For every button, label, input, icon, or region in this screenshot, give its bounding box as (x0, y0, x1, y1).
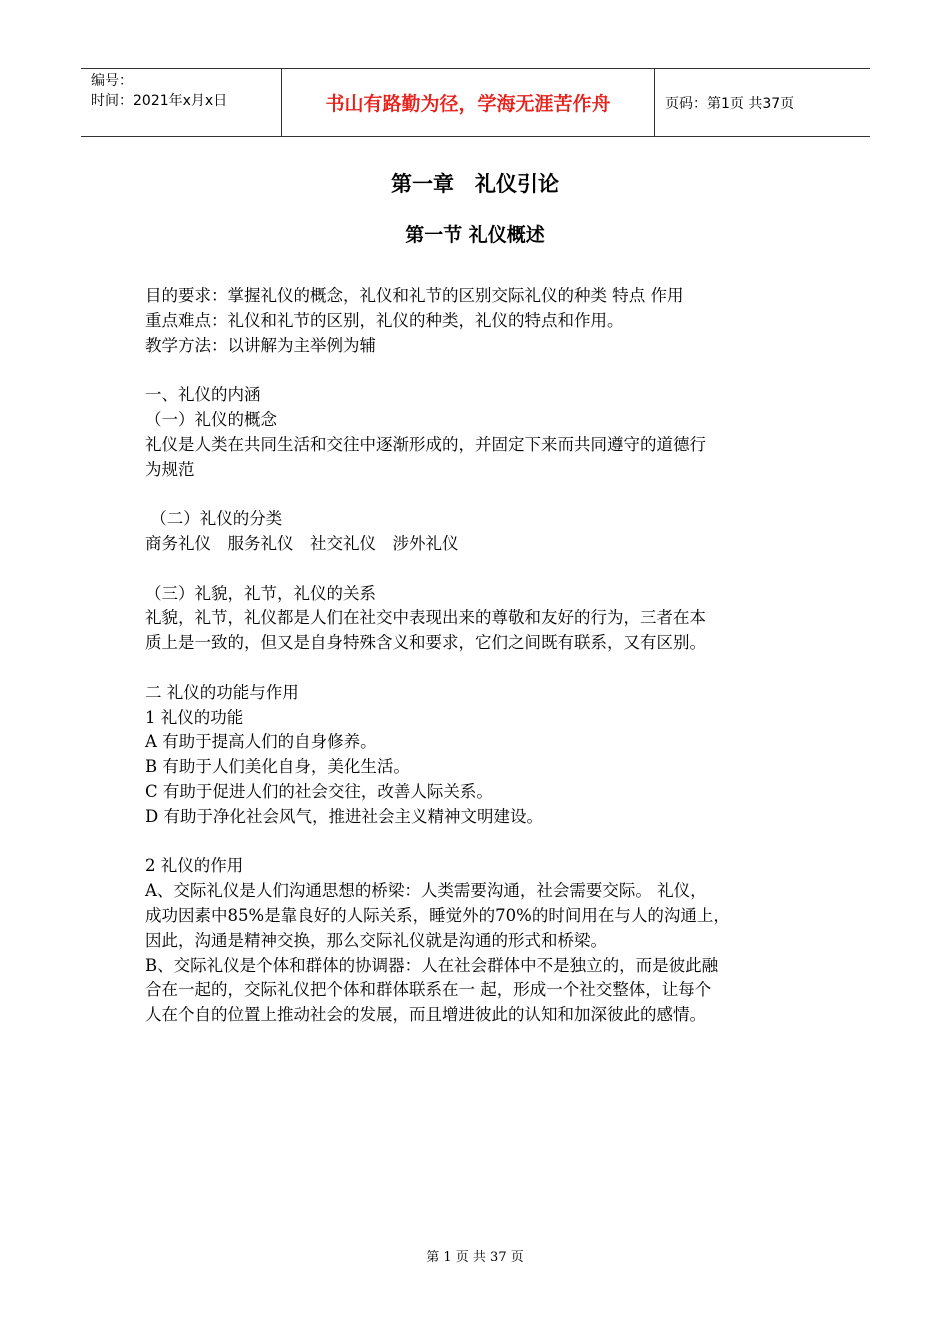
chapter-title: 第一章 礼仪引论 (391, 172, 559, 196)
text-line: 礼仪是人类在共同生活和交往中逐渐形成的，并固定下来而共同遵守的道德行 (145, 434, 706, 454)
page-footer: 第 1 页 共 37 页 (426, 1250, 524, 1265)
text-line: 因此，沟通是精神交换，那么交际礼仪就是沟通的形式和桥梁。 (145, 930, 607, 950)
text-line: 教学方法：以讲解为主举例为辅 (145, 335, 376, 355)
text-line: 质上是一致的，但又是自身特殊含义和要求，它们之间既有联系，又有区别。 (145, 633, 706, 653)
text-line: 礼貌，礼节，礼仪都是人们在社交中表现出来的尊敬和友好的行为，三者在本 (145, 608, 706, 628)
text-line: （一）礼仪的概念 (145, 409, 277, 429)
text-line: B 有助于人们美化自身，美化生活。 (145, 757, 410, 777)
text-line (145, 830, 825, 855)
header-motto: 书山有路勤为径，学海无涯苦作舟 (281, 69, 655, 136)
text-line (145, 656, 825, 681)
text-line: A、交际礼仪是人们沟通思想的桥梁：人类需要沟通，社会需要交际。 礼仪， (145, 881, 707, 901)
header-page-info: 页码：第1页 共37页 (665, 95, 795, 112)
text-line: D 有助于净化社会风气，推进社会主义精神文明建设。 (145, 806, 543, 826)
text-line: 重点难点：礼仪和礼节的区别，礼仪的种类，礼仪的特点和作用。 (145, 310, 624, 330)
text-line: 二 礼仪的功能与作用 (145, 682, 299, 702)
text-line: A 有助于提高人们的自身修养。 (145, 732, 377, 752)
section-title: 第一节 礼仪概述 (405, 224, 545, 246)
text-line (145, 557, 825, 582)
text-line: 1 礼仪的功能 (145, 707, 244, 727)
document-date: 时间：2021年x月x日 (91, 93, 228, 109)
header-meta (81, 69, 281, 136)
text-line: 商务礼仪 服务礼仪 社交礼仪 涉外礼仪 (145, 533, 459, 553)
document-number-label: 编号： (91, 73, 133, 89)
text-line: 一、礼仪的内涵 (145, 385, 261, 405)
text-line: 人在个自的位置上推动社会的发展，而且增进彼此的认知和加深彼此的感情。 (145, 1005, 706, 1025)
text-line (145, 482, 825, 507)
body-text (145, 284, 825, 1028)
text-line: 为规范 (145, 459, 195, 479)
text-line: （二）礼仪的分类 (145, 509, 283, 529)
text-line: 合在一起的，交际礼仪把个体和群体联系在一 起，形成一个社交整体，让每个 (145, 980, 712, 1000)
text-line (145, 358, 825, 383)
text-line: C 有助于促进人们的社会交往，改善人际关系。 (145, 781, 493, 801)
text-line: 目的要求：掌握礼仪的概念，礼仪和礼节的区别交际礼仪的种类 特点 作用 (145, 286, 684, 305)
text-line: 2 礼仪的作用 (145, 856, 244, 876)
page-header (81, 68, 870, 137)
text-line: （三）礼貌，礼节，礼仪的关系 (145, 583, 376, 603)
text-line: B、交际礼仪是个体和群体的协调器：人在社会群体中不是独立的，而是彼此融 (145, 955, 719, 975)
text-line: 成功因素中85%是靠良好的人际关系，睡觉外的70%的时间用在与人的沟通上， (145, 905, 730, 925)
